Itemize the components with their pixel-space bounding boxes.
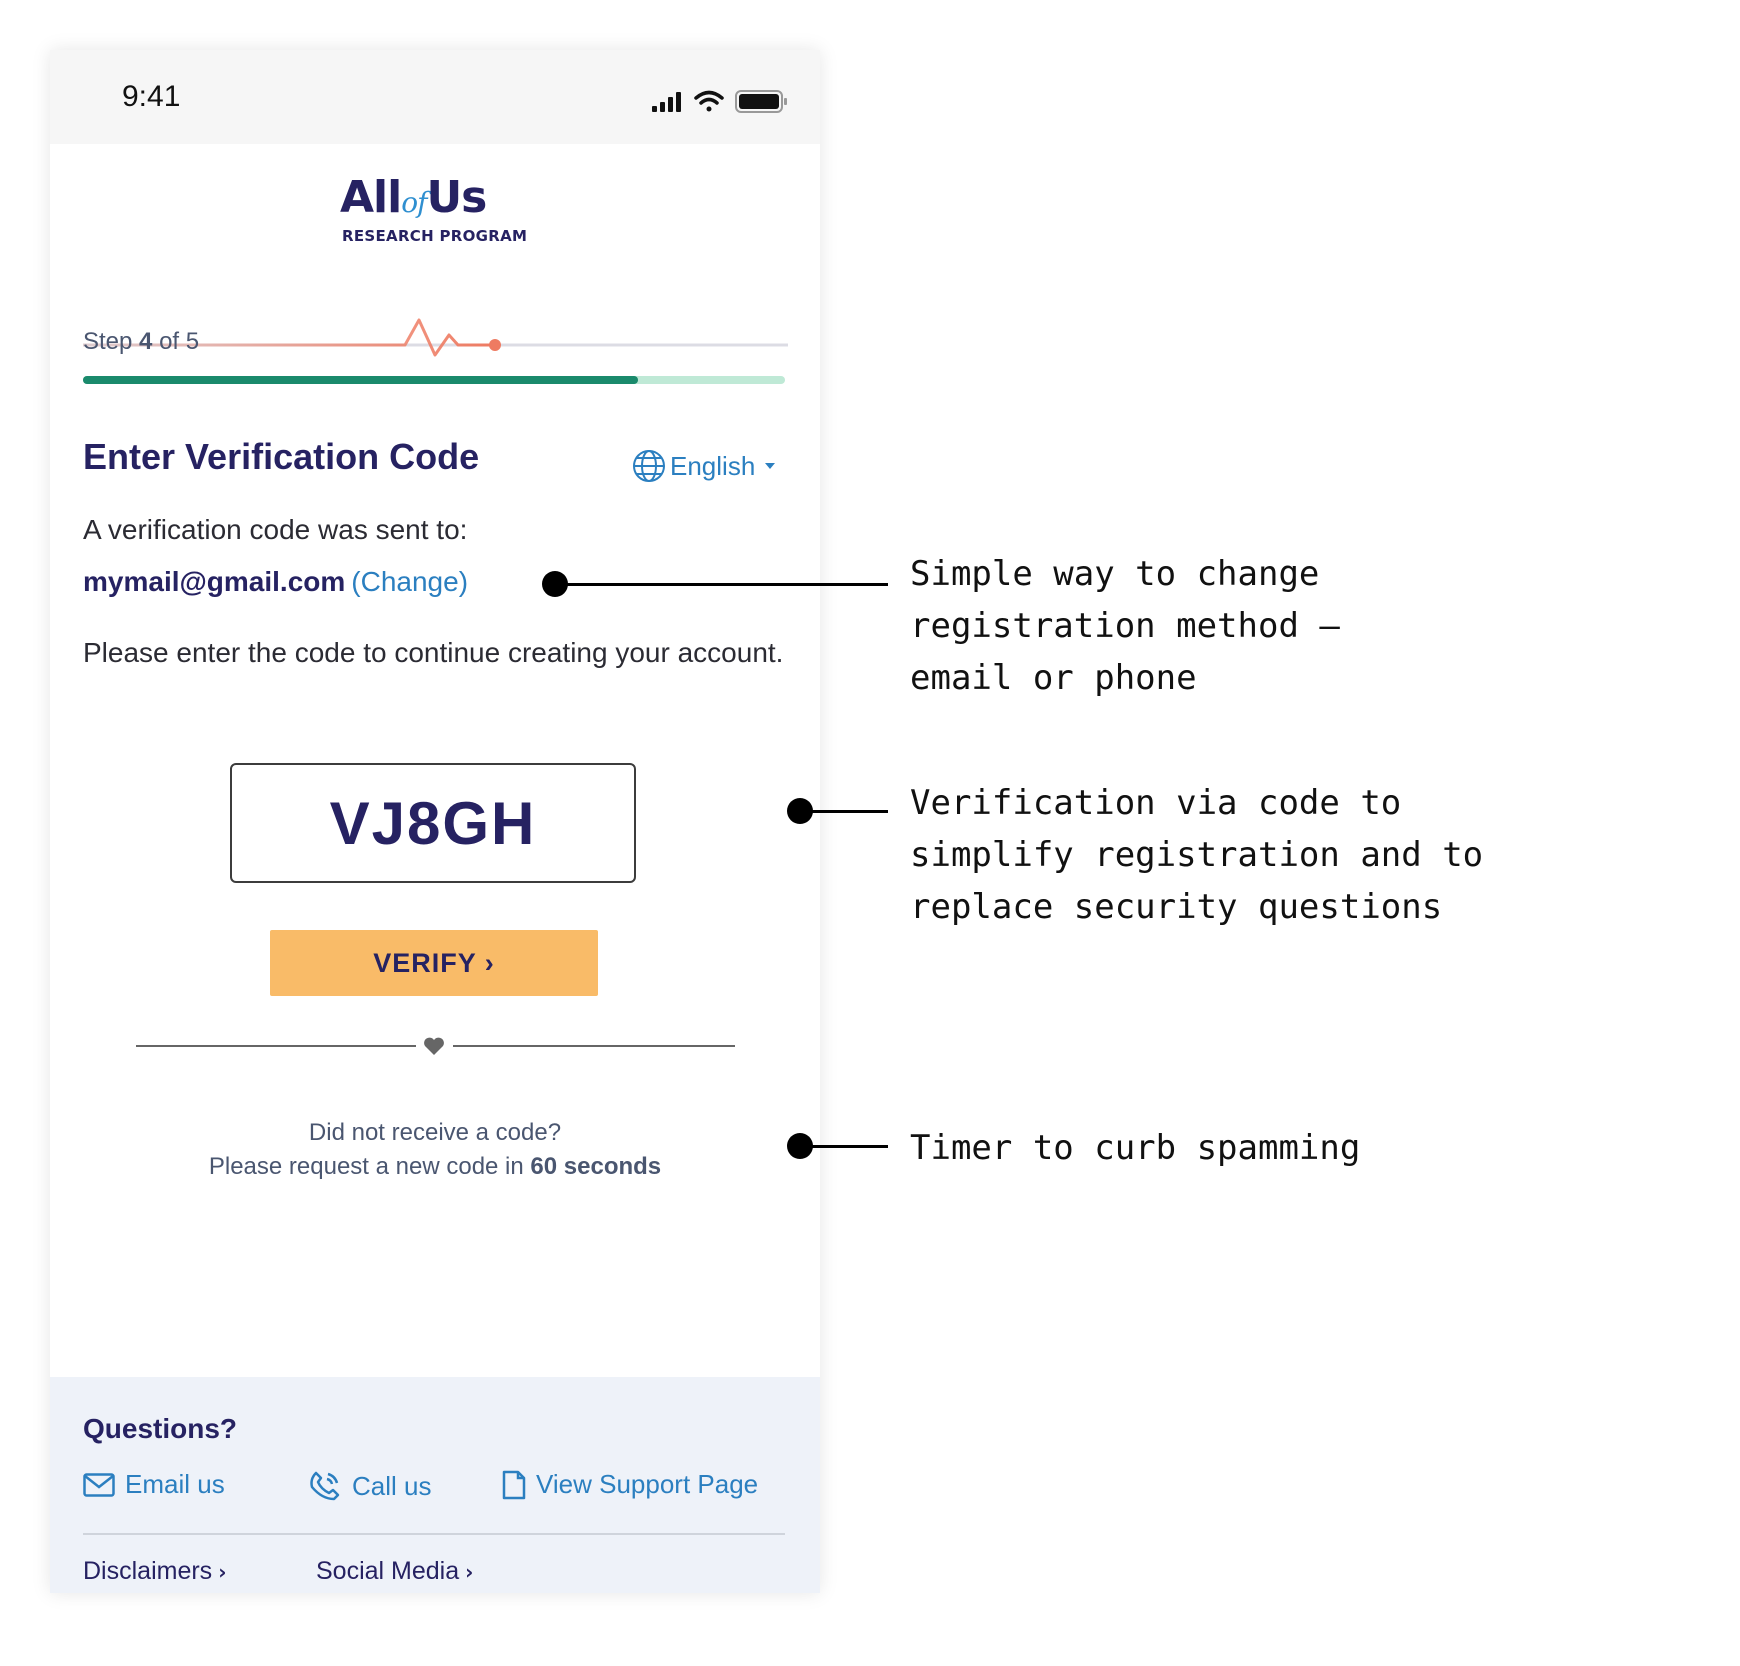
annotation-timer: Timer to curb spamming [910,1128,1361,1168]
battery-icon [736,91,787,112]
email-address: mymail@gmail.com [83,566,346,597]
verification-code-input[interactable] [230,763,636,883]
change-link[interactable]: (Change) [351,566,469,597]
wifi-icon [696,93,722,112]
social-media-link[interactable]: Social Media › [316,1557,474,1585]
phone-frame [50,50,820,1593]
progress-bar-fill [83,376,638,384]
footer-divider [83,1533,785,1535]
status-icons [652,88,792,116]
resend-countdown: Please request a new code in 60 seconds [208,1153,662,1180]
verification-code-value: VJ8GH [329,789,537,857]
view-support-page-link[interactable] [502,1469,758,1500]
annotation-connector-timer [800,1145,888,1148]
questions-title: Questions? [83,1413,238,1444]
progress-bar [83,376,785,384]
footer [50,1377,820,1593]
caret-down-icon [765,463,775,469]
chevron-right-icon: › [465,1560,474,1584]
status-bar [50,50,820,144]
step-indicator: Step 4 of 5 [83,328,200,355]
language-selector[interactable] [632,448,775,484]
all-of-us-logo [340,172,550,247]
logo-wordmark: AllofUs [340,172,487,223]
page-title: Enter Verification Code [83,436,480,477]
resend-question: Did not receive a code? [308,1119,562,1146]
divider-left [136,1045,416,1047]
view-support-page-label: View Support Page [536,1469,759,1499]
countdown-seconds: 60 seconds [530,1153,662,1180]
instructions-text: Please enter the code to continue creating your account. [83,637,784,668]
annotation-code-verification: Verification via code to simplify registration and to replace security questions [910,783,1484,927]
resend-timer-text [50,1116,820,1184]
annotation-connector-change [555,583,888,586]
logo-subtitle: RESEARCH PROGRAM [342,227,528,245]
divider-right [453,1045,735,1047]
signal-icon [652,92,681,112]
email-us-link[interactable] [83,1469,225,1500]
envelope-icon [83,1473,115,1497]
verify-button[interactable]: VERIFY › [270,930,598,996]
phone-icon [308,1469,342,1503]
chevron-right-icon: › [218,1560,227,1584]
language-label: English [670,450,756,481]
call-us-label: Call us [352,1470,432,1501]
email-line [83,566,468,598]
sent-to-label: A verification code was sent to: [83,514,468,545]
annotation-change-method: Simple way to change registration method – email or phone [910,554,1340,698]
annotation-connector-code [800,810,888,813]
call-us-link[interactable] [308,1469,431,1503]
disclaimers-link[interactable]: Disclaimers › [83,1557,227,1585]
document-icon [502,1470,526,1500]
globe-icon [632,449,666,483]
heart-icon [423,1036,445,1056]
email-us-label: Email us [125,1469,225,1499]
status-time: 9:41 [122,80,181,113]
